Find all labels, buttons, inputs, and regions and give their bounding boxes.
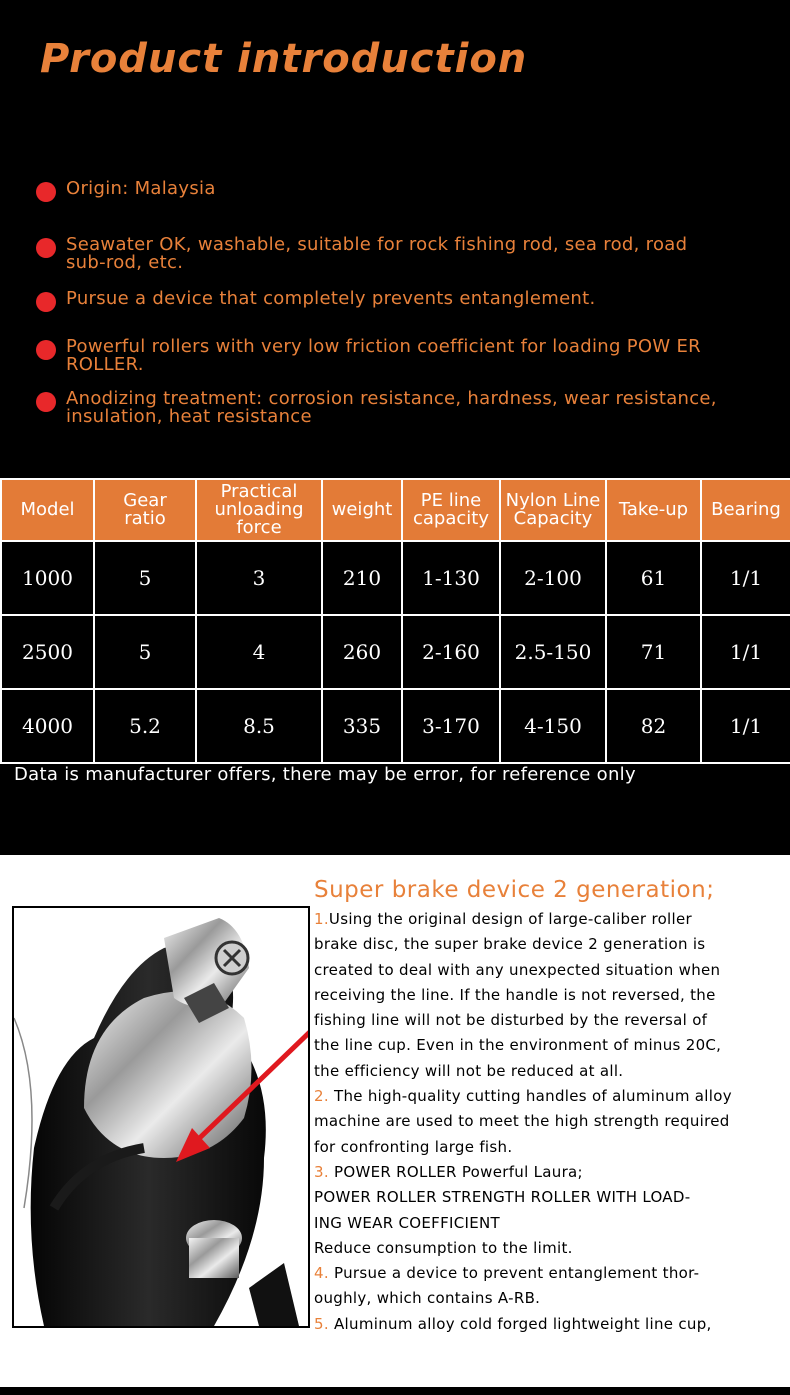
cell-unloading-force: 8.5: [196, 689, 322, 763]
cell-bearing: 1/1: [701, 615, 790, 689]
feature-text: Seawater OK, washable, suitable for rock fishing rod, sea rod, road: [66, 234, 688, 255]
desc-line: for confronting large fish.: [314, 1137, 513, 1156]
feature-item: [36, 236, 776, 272]
page-title: Product introduction: [40, 36, 528, 82]
feature-description: [314, 907, 784, 1337]
cell-gear-ratio: 5: [94, 541, 196, 615]
desc-line: POWER ROLLER STRENGTH ROLLER WITH LOAD-: [314, 1188, 691, 1207]
header-model: Model: [1, 479, 94, 541]
cell-weight: 210: [322, 541, 402, 615]
desc-line: 4. Pursue a device to prevent entanglement thor-: [314, 1264, 700, 1283]
bullet-dot-icon: [36, 182, 56, 202]
brake-device-panel: [0, 855, 790, 1387]
header-unloading-force: Practical unloading force: [196, 479, 322, 541]
feature-item: [36, 390, 776, 426]
cell-bearing: 1/1: [701, 541, 790, 615]
bullet-dot-icon: [36, 238, 56, 258]
feature-text: Pursue a device that completely prevents entanglement.: [66, 288, 596, 309]
cell-unloading-force: 3: [196, 541, 322, 615]
reel-photo: [12, 906, 310, 1328]
cell-take-up: 61: [606, 541, 701, 615]
feature-item: [36, 180, 776, 202]
cell-pe-line: 1-130: [402, 541, 500, 615]
desc-line: created to deal with any unexpected situation when: [314, 960, 721, 979]
cell-pe-line: 2-160: [402, 615, 500, 689]
cell-gear-ratio: 5.2: [94, 689, 196, 763]
cell-bearing: 1/1: [701, 689, 790, 763]
feature-item: [36, 338, 776, 374]
cell-take-up: 71: [606, 615, 701, 689]
feature-text: ROLLER.: [66, 354, 144, 375]
cell-nylon-line: 2-100: [500, 541, 606, 615]
header-gear-ratio: Gear ratio: [94, 479, 196, 541]
desc-line: machine are used to meet the high strength required: [314, 1112, 730, 1131]
cell-nylon-line: 4-150: [500, 689, 606, 763]
header-pe-line: PE line capacity: [402, 479, 500, 541]
header-take-up: Take-up: [606, 479, 701, 541]
disclaimer-note: Data is manufacturer offers, there may be error, for reference only: [14, 764, 636, 785]
header-bearing: Bearing: [701, 479, 790, 541]
desc-line: brake disc, the super brake device 2 generation is: [314, 935, 706, 954]
cell-pe-line: 3-170: [402, 689, 500, 763]
bullet-dot-icon: [36, 392, 56, 412]
cell-unloading-force: 4: [196, 615, 322, 689]
cell-model: 2500: [1, 615, 94, 689]
section-title: Super brake device 2 generation;: [314, 877, 715, 903]
desc-line: fishing line will not be disturbed by the reversal of: [314, 1011, 708, 1030]
feature-text: Powerful rollers with very low friction coefficient for loading POW ER: [66, 336, 701, 357]
spec-table: [0, 478, 790, 764]
cell-weight: 335: [322, 689, 402, 763]
table-row: [1, 541, 790, 615]
desc-line: oughly, which contains A-RB.: [314, 1289, 541, 1308]
cell-model: 1000: [1, 541, 94, 615]
cell-gear-ratio: 5: [94, 615, 196, 689]
desc-line: 2. The high-quality cutting handles of aluminum alloy: [314, 1087, 732, 1106]
feature-text: Anodizing treatment: corrosion resistance, hardness, wear resistance,: [66, 388, 717, 409]
header-nylon-line: Nylon Line Capacity: [500, 479, 606, 541]
desc-line: ING WEAR COEFFICIENT: [314, 1213, 500, 1232]
desc-line: 1.Using the original design of large-caliber roller: [314, 910, 692, 928]
feature-text: Origin: Malaysia: [66, 178, 216, 199]
bottom-divider: [0, 1387, 790, 1395]
desc-line: Reduce consumption to the limit.: [314, 1238, 573, 1257]
bullet-dot-icon: [36, 340, 56, 360]
desc-line: 3. POWER ROLLER Powerful Laura;: [314, 1162, 583, 1181]
cell-take-up: 82: [606, 689, 701, 763]
table-row: [1, 615, 790, 689]
desc-line: 5. Aluminum alloy cold forged lightweight line cup,: [314, 1314, 712, 1333]
reel-brake-illustration: [14, 908, 308, 1326]
cell-weight: 260: [322, 615, 402, 689]
desc-line: the efficiency will not be reduced at all.: [314, 1061, 624, 1080]
feature-text: insulation, heat resistance: [66, 406, 312, 427]
bullet-dot-icon: [36, 292, 56, 312]
cell-model: 4000: [1, 689, 94, 763]
spec-header-row: [1, 479, 790, 541]
desc-line: the line cup. Even in the environment of minus 20C,: [314, 1036, 722, 1055]
header-weight: weight: [322, 479, 402, 541]
table-row: [1, 689, 790, 763]
feature-item: [36, 290, 776, 312]
feature-text: sub-rod, etc.: [66, 252, 184, 273]
desc-line: receiving the line. If the handle is not reversed, the: [314, 985, 716, 1004]
cell-nylon-line: 2.5-150: [500, 615, 606, 689]
